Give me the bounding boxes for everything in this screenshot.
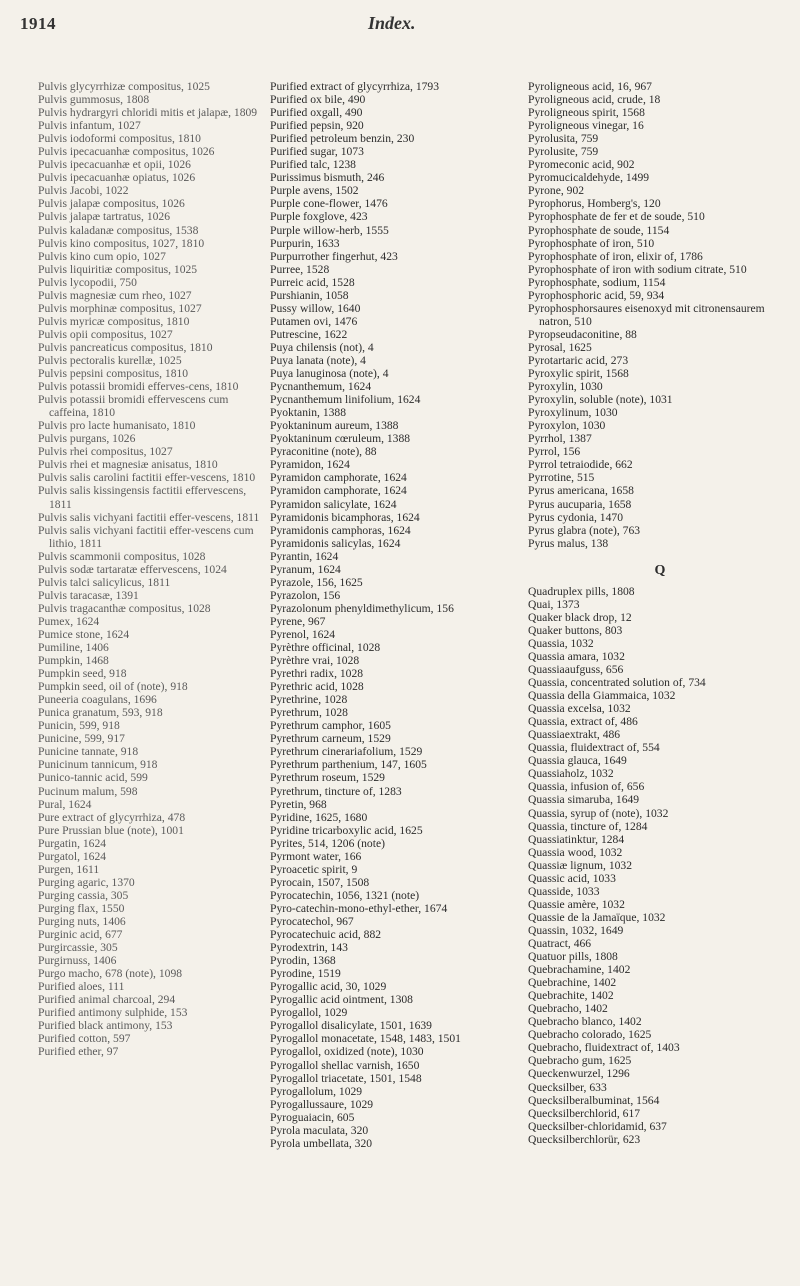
index-entry: Pulvis salis kissingensis factitii effervescens, 1811 [38,484,247,511]
index-entry: Purified aloes, 111 [38,980,125,994]
index-entry: Pumex, 1624 [38,614,100,628]
index-entry: Pyrophosphoric acid, 59, 934 [528,288,665,302]
index-column-right [528,80,792,1146]
index-entry: Pulvis salis vichyani factitii effer-vescens cum lithio, 1811 [38,523,254,550]
index-entry: Quadruplex pills, 1808 [528,584,635,598]
index-entry: Purpurrother fingerhut, 423 [270,249,398,263]
index-entry: Pyrosal, 1625 [528,340,592,354]
index-entry: Quassia, infusion of, 656 [528,780,645,794]
index-entry: Pyrogallol monacetate, 1548, 1483, 1501 [270,1032,461,1046]
index-entry: Pyroligneous vinegar, 16 [528,119,644,133]
index-entry: Pyroxylin, 1030 [528,380,603,394]
index-entry: Purging nuts, 1406 [38,915,126,928]
index-entry: Purified ether, 97 [38,1045,119,1059]
index-entry: Pyoktaninum aureum, 1388 [270,419,399,433]
index-entry: Pulvis jalapæ tartratus, 1026 [38,210,171,224]
index-entry: Pulvis pancreaticus compositus, 1810 [38,340,213,354]
index-entry: Pyraconitine (note), 88 [270,445,377,459]
index-entry: Quaker black drop, 12 [528,610,632,624]
index-entry: Pyroligneous acid, crude, 18 [528,93,661,107]
index-entry: Pyramidonis camphoras, 1624 [270,523,411,537]
index-entry: Pyrus malus, 138 [528,536,609,550]
index-entry: Quassia, concentrated solution of, 734 [528,676,706,690]
index-entry: Pyrophosphate de fer et de soude, 510 [528,210,705,224]
index-entry: Quebracho, fluidextract of, 1403 [528,1041,680,1055]
index-entry: Pyroxylon, 1030 [528,419,606,433]
index-entry: Pyrmont water, 166 [270,849,362,863]
index-entry: Pyramidon, 1624 [270,458,350,472]
index-entry: Puneeria coagulans, 1696 [38,693,157,707]
index-entry: Pyrogallol shellac varnish, 1650 [270,1058,420,1072]
index-entry: Pyrogallol triacetate, 1501, 1548 [270,1071,422,1085]
index-entry: Pulvis sodæ tartaratæ effervescens, 1024 [38,562,227,576]
index-entry: Purple willow-herb, 1555 [270,223,389,237]
index-entry: Pulvis liquiritiæ compositus, 1025 [38,262,198,276]
index-entry: Quassia, tincture of, 1284 [528,819,648,833]
index-entry: Pyrodextrin, 143 [270,941,348,955]
index-entry: Purified sugar, 1073 [270,145,364,159]
index-entry: Purging cassia, 305 [38,888,129,902]
index-entry: Pyramidon salicylate, 1624 [270,497,397,511]
index-entry: Pyrantin, 1624 [270,549,339,563]
index-entry: Pulvis Jacobi, 1022 [38,184,129,198]
index-entry: Pyrogallic acid, 30, 1029 [270,980,387,994]
index-entry: Pulvis hydrargyri chloridi mitis et jalapæ, 1809 [38,106,258,120]
index-entry: Quebracho, 1402 [528,1002,608,1016]
index-entry: Pumpkin seed, oil of (note), 918 [38,680,188,694]
index-entry: Pyrus glabra (note), 763 [528,523,641,537]
index-entry: Purified ox bile, 490 [270,93,366,107]
index-entry: Quassia della Giammaica, 1032 [528,689,676,703]
index-column-left [38,80,266,1059]
index-entry: Pulvis scammonii compositus, 1028 [38,549,206,563]
index-entry: Pyramidonis salicylas, 1624 [270,536,401,550]
index-entry: Pyrophosphate, sodium, 1154 [528,275,666,289]
index-entry: Pyridine, 1625, 1680 [270,810,368,824]
index-entry: Quebracho blanco, 1402 [528,1015,642,1029]
index-entry: Puya chilensis (not), 4 [270,340,374,354]
index-entry: Purple cone-flower, 1476 [270,197,388,211]
index-entry: Puya lanata (note), 4 [270,353,366,367]
index-entry: Pyrodin, 1368 [270,954,336,968]
index-entry: Quebrachite, 1402 [528,989,614,1003]
index-entry: Pyrethrum cinerariafolium, 1529 [270,745,423,759]
index-entry: Quassiaholz, 1032 [528,767,614,781]
index-entry: Quassie de la Jamaïque, 1032 [528,910,666,924]
index-entry: Pyrophosphate of iron, 510 [528,236,655,250]
index-entry: Pulvis rhei et magnesiæ anisatus, 1810 [38,458,218,472]
index-entry: Quecksilber, 633 [528,1080,607,1094]
index-entry: Pyroxylin, soluble (note), 1031 [528,393,673,407]
index-entry: Pulvis magnesiæ cum rheo, 1027 [38,288,192,302]
index-entry: Pyrolusite, 759 [528,145,599,159]
index-entry: Quassia wood, 1032 [528,845,623,859]
index-entry: Pulvis opii compositus, 1027 [38,327,173,341]
index-entry: Pyrrol, 156 [528,445,581,459]
index-entry: Pyroacetic spirit, 9 [270,862,358,876]
index-entry: Pulvis myricæ compositus, 1810 [38,314,190,328]
index-entry: Quassiaextrakt, 486 [528,728,621,742]
index-entry: Pyrogallussaure, 1029 [270,1097,374,1111]
index-entry: Punicinum tannicum, 918 [38,758,158,772]
index-entry: Quai, 1373 [528,597,580,611]
index-entry: Pyrethrine, 1028 [270,693,348,707]
index-column-right-q [528,585,792,1146]
index-entry: Pyoktaninum cœruleum, 1388 [270,432,411,446]
index-entry: Pulvis taracasæ, 1391 [38,588,139,602]
running-head: Index. [368,13,416,33]
index-entry: Pyrogallolum, 1029 [270,1084,363,1098]
index-entry: Pulvis ipecacuanhæ opiatus, 1026 [38,171,196,185]
index-entry: Pyro-catechin-mono-ethyl-ether, 1674 [270,901,448,915]
index-entry: Pyrazolonum phenyldimethylicum, 156 [270,601,454,615]
index-entry: Purified petroleum benzin, 230 [270,132,415,146]
index-entry: Punicine, 599, 917 [38,732,125,746]
index-entry: Pyrophosphate of iron with sodium citrate, 510 [528,262,747,276]
index-entry: Quasside, 1033 [528,884,600,898]
index-entry: Quassie amère, 1032 [528,897,625,911]
index-entry: Quebrachine, 1402 [528,976,617,990]
index-entry: Pulvis tragacanthæ compositus, 1028 [38,601,211,615]
index-entry: Pyrus cydonia, 1470 [528,510,623,524]
index-entry: Purree, 1528 [270,262,330,276]
index-entry: Quecksilberchlorid, 617 [528,1106,641,1120]
index-entry: Pyrethri radix, 1028 [270,667,364,681]
index-entry: Quassiatinktur, 1284 [528,832,625,846]
index-entry: Pumpkin seed, 918 [38,667,127,681]
index-entry: Pyromeconic acid, 902 [528,158,635,172]
index-entry: Pyrogallol disalicylate, 1501, 1639 [270,1019,432,1033]
index-entry: Pulvis talci salicylicus, 1811 [38,575,171,589]
index-entry: Pucinum malum, 598 [38,784,138,798]
index-entry: Quassia excelsa, 1032 [528,702,631,716]
index-entry: Pyrites, 514, 1206 (note) [270,836,385,850]
index-entry: Purissimus bismuth, 246 [270,171,385,185]
index-entry: Purified pepsin, 920 [270,119,364,133]
index-entry: Quecksilberalbuminat, 1564 [528,1093,660,1107]
index-entry: Pyrocatechol, 967 [270,915,354,928]
index-entry: Pyrethrum, tincture of, 1283 [270,784,402,798]
index-entry: Pulvis ipecacuanhæ compositus, 1026 [38,145,215,159]
index-entry: Purreic acid, 1528 [270,275,355,289]
index-entry: Pyrethrum roseum, 1529 [270,771,385,785]
index-entry: Pulvis potassii bromidi effervescens cum caffeina, 1810 [38,393,229,420]
index-entry: Pyrethrum carneum, 1529 [270,732,391,746]
index-entry: Pyramidon camphorate, 1624 [270,484,407,498]
index-entry: Purging agaric, 1370 [38,875,135,889]
index-entry: Quassia, syrup of (note), 1032 [528,806,669,820]
index-entry: Pyrophosphorsaures eisenoxyd mit citronensaurem natron, 510 [528,301,765,328]
index-entry: Purgen, 1611 [38,862,100,876]
index-entry: Pyroguaiacin, 605 [270,1110,355,1124]
index-entry: Pyrethrum parthenium, 147, 1605 [270,758,427,772]
index-entry: Pulvis potassii bromidi efferves-cens, 1810 [38,380,239,394]
index-entry: Purple avens, 1502 [270,184,359,198]
index-entry: Pulvis pepsini compositus, 1810 [38,367,189,381]
index-entry: Pure Prussian blue (note), 1001 [38,823,184,837]
index-entry: Pulvis ipecacuanhæ et opii, 1026 [38,158,191,172]
index-entry: Quassiæ lignum, 1032 [528,858,633,872]
index-entry: Pulvis kaladanæ compositus, 1538 [38,223,199,237]
index-entry: Pumice stone, 1624 [38,627,130,641]
index-entry: Pyrola maculata, 320 [270,1123,369,1137]
index-entry: Pyrogallic acid ointment, 1308 [270,993,413,1007]
index-entry: Pyroxylinum, 1030 [528,406,618,420]
index-entry: Punicine tannate, 918 [38,745,139,759]
index-entry: Purified antimony sulphide, 153 [38,1006,188,1020]
index-entry: Pyrethrum camphor, 1605 [270,719,391,733]
index-entry: Quassia amara, 1032 [528,649,625,663]
index-entry: Purgirnuss, 1406 [38,954,117,968]
index-entry: Punico-tannic acid, 599 [38,771,148,785]
index-entry: Quatract, 466 [528,937,592,950]
index-entry: Pyrus aucuparia, 1658 [528,497,632,511]
index-entry: Pycnanthemum linifolium, 1624 [270,393,421,407]
index-entry: Pulvis jalapæ compositus, 1026 [38,197,185,211]
index-entry: Pulvis pro lacte humanisato, 1810 [38,419,196,433]
index-entry: Pyrone, 902 [528,184,585,198]
index-entry: Purginic acid, 677 [38,928,123,942]
index-entry: Queckenwurzel, 1296 [528,1067,630,1081]
index-entry: Pyroxylic spirit, 1568 [528,367,629,381]
index-entry: Pulvis kino compositus, 1027, 1810 [38,236,205,250]
index-entry: Pulvis kino cum opio, 1027 [38,249,166,263]
index-entry: Purified extract of glycyrrhiza, 1793 [270,80,440,93]
index-entry: Pulvis salis carolini factitii effer-vescens, 1810 [38,471,256,485]
index-entry: Pyrèthre officinal, 1028 [270,641,381,655]
index-entry: Purified black antimony, 153 [38,1019,173,1033]
index-entry: Quassia glauca, 1649 [528,754,627,768]
index-entry: Pyramidon camphorate, 1624 [270,471,407,485]
index-entry: Pyrogallol, oxidized (note), 1030 [270,1045,424,1059]
index-column-right-p [528,80,792,550]
index-entry: Purple foxglove, 423 [270,210,368,224]
index-entry: Puya lanuginosa (note), 4 [270,367,389,381]
index-entry: Putrescine, 1622 [270,327,348,341]
index-entry: Pyrophosphate of iron, elixir of, 1786 [528,249,703,263]
index-entry: Quassin, 1032, 1649 [528,923,624,937]
index-entry: Pyridine tricarboxylic acid, 1625 [270,823,423,837]
index-entry: Quassiaaufguss, 656 [528,663,624,677]
index-entry: Pyrrol tetraiodide, 662 [528,458,633,472]
index-entry: Pumiline, 1406 [38,641,109,655]
index-entry: Quebracho gum, 1625 [528,1054,632,1068]
index-entry: Pyretin, 968 [270,797,327,811]
index-entry: Pyrrhol, 1387 [528,432,592,446]
index-entry: Putamen ovi, 1476 [270,314,358,328]
index-entry: Pulvis salis vichyani factitii effer-vescens, 1811 [38,510,260,524]
index-entry: Pyrethrum, 1028 [270,706,348,720]
index-entry: Pussy willow, 1640 [270,301,361,315]
index-entry: Quecksilber-chloridamid, 637 [528,1119,667,1133]
index-entry: Pyrola umbellata, 320 [270,1136,373,1150]
index-entry: Purified talc, 1238 [270,158,356,172]
index-entry: Quaker buttons, 803 [528,623,623,637]
index-entry: Pyrogallol, 1029 [270,1006,348,1020]
index-entry: Pyrèthre vrai, 1028 [270,654,360,668]
index-entry: Pulvis morphinæ compositus, 1027 [38,301,202,315]
index-entry: Pulvis infantum, 1027 [38,119,141,133]
index-entry: Pyrethric acid, 1028 [270,680,364,694]
index-entry: Purshianin, 1058 [270,288,349,302]
index-entry: Pulvis purgans, 1026 [38,432,136,446]
index-entry: Pyrenol, 1624 [270,627,336,641]
index-entry: Pyrolusita, 759 [528,132,599,146]
index-entry: Quatuor pills, 1808 [528,950,618,964]
index-entry: Quecksilberchlorür, 623 [528,1132,641,1146]
index-entry: Pyrophorus, Homberg's, 120 [528,197,661,211]
index-entry: Pulvis gummosus, 1808 [38,93,150,107]
section-letter-q: Q [654,562,666,578]
index-entry: Pulvis rhei compositus, 1027 [38,445,173,459]
index-entry: Pyrocain, 1507, 1508 [270,875,370,889]
index-entry: Purified oxgall, 490 [270,106,363,120]
index-entry: Pulvis lycopodii, 750 [38,275,137,289]
index-entry: Pure extract of glycyrrhiza, 478 [38,810,186,824]
index-entry: Punicin, 599, 918 [38,719,120,733]
index-entry: Pyrrotine, 515 [528,471,595,485]
index-entry: Pyrophosphate de soude, 1154 [528,223,670,237]
index-entry: Pyromucicaldehyde, 1499 [528,171,650,185]
index-entry: Pural, 1624 [38,797,92,811]
index-entry: Pyoktanin, 1388 [270,406,347,420]
index-entry: Pyranum, 1624 [270,562,341,576]
index-entry: Pyrazolon, 156 [270,588,341,602]
index-entry: Quebracho colorado, 1625 [528,1028,652,1042]
index-entry: Pyrazole, 156, 1625 [270,575,363,589]
index-entry: Pyropseudaconitine, 88 [528,327,637,341]
index-entry: Purpurin, 1633 [270,236,340,250]
index-entry: Pyrus americana, 1658 [528,484,634,498]
index-entry: Quebrachamine, 1402 [528,963,631,977]
index-entry: Purgircassie, 305 [38,941,118,955]
index-entry: Pyrocatechuic acid, 882 [270,928,382,942]
index-entry: Pyrotartaric acid, 273 [528,353,629,367]
index-entry: Pyroligneous acid, 16, 967 [528,80,652,93]
index-entry: Purgatin, 1624 [38,836,107,850]
index-entry: Pyramidonis bicamphoras, 1624 [270,510,420,524]
index-entry: Pulvis glycyrrhizæ compositus, 1025 [38,80,210,93]
index-entry: Purified animal charcoal, 294 [38,993,176,1007]
index-entry: Pulvis iodoformi compositus, 1810 [38,132,201,146]
index-entry: Pycnanthemum, 1624 [270,380,372,394]
index-entry: Pyrocatechin, 1056, 1321 (note) [270,888,420,902]
index-column-middle [270,80,514,1150]
index-entry: Purging flax, 1550 [38,901,125,915]
page-number: 1914 [20,14,56,33]
index-entry: Quassia, fluidextract of, 554 [528,741,660,755]
index-entry: Quassia simaruba, 1649 [528,793,640,807]
index-entry: Punica granatum, 593, 918 [38,706,163,720]
index-entry: Pumpkin, 1468 [38,654,109,668]
index-entry: Quassia, extract of, 486 [528,715,638,729]
index-entry: Quassia, 1032 [528,636,594,650]
index-entry: Pyroligneous spirit, 1568 [528,106,645,120]
index-entry: Quassic acid, 1033 [528,871,616,885]
index-entry: Pyrene, 967 [270,614,326,628]
index-entry: Purified cotton, 597 [38,1032,131,1046]
index-entry: Pyrodine, 1519 [270,967,341,981]
index-entry: Pulvis pectoralis kurellæ, 1025 [38,353,182,367]
index-entry: Purgatol, 1624 [38,849,107,863]
index-entry: Purgo macho, 678 (note), 1098 [38,967,183,981]
